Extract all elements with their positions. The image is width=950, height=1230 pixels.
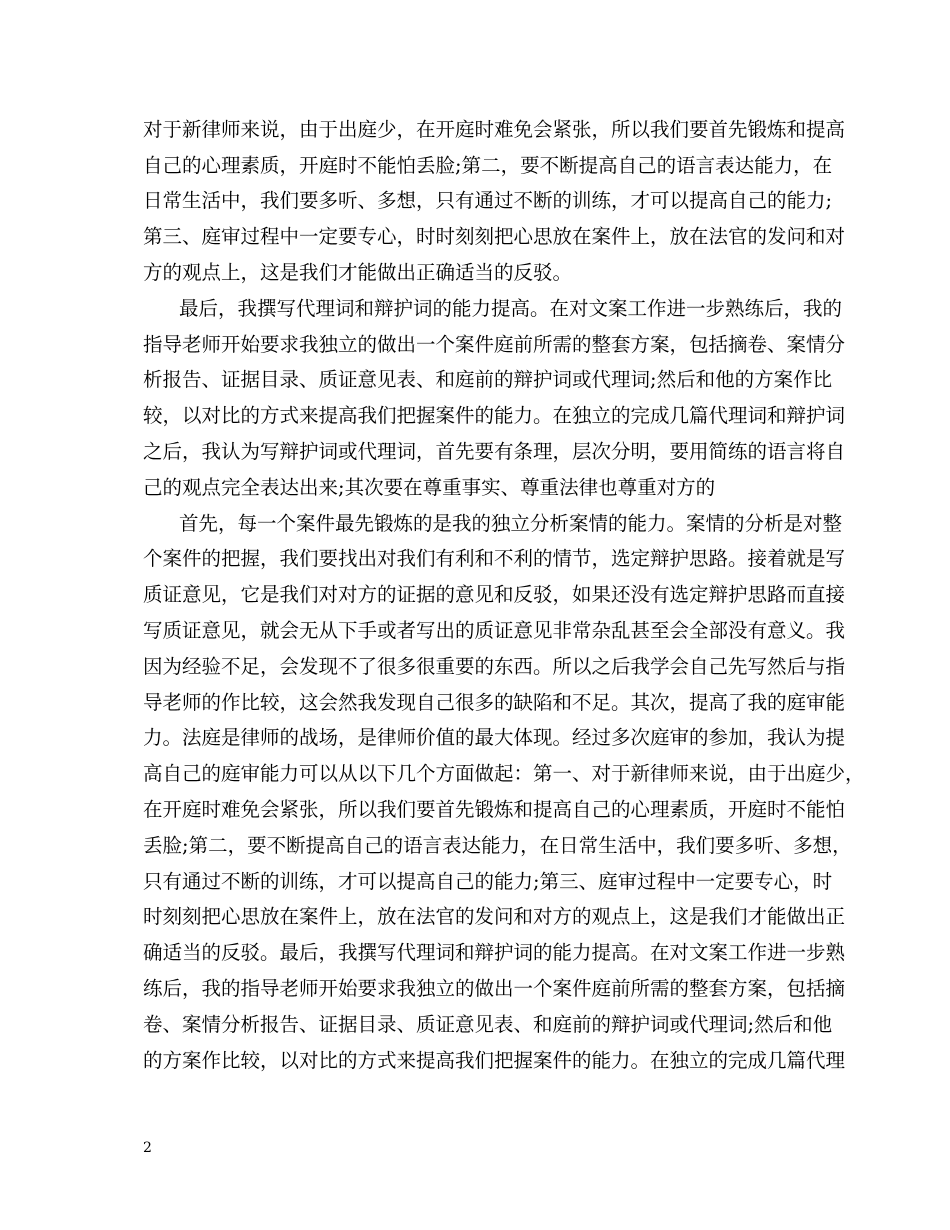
text-line: 力。法庭是律师的战场，是律师价值的最大体现。经过多次庭审的参加，我认为提 [143,726,846,749]
paragraph-first-line: 最后，我撰写代理词和辩护词的能力提高。在对文案工作进一步熟练后，我的 [179,297,843,320]
paragraph-first-line: 首先，每一个案件最先锻炼的是我的独立分析案情的能力。案情的分析是对整 [179,512,843,535]
text-line: 丢脸;第二，要不断提高自己的语言表达能力，在日常生活中，我们要多听、多想， [143,834,852,857]
text-line: 第三、庭审过程中一定要专心，时时刻刻把心思放在案件上，放在法官的发问和对 [143,225,846,248]
text-line: 因为经验不足，会发现不了很多很重要的东西。所以之后我学会自己先写然后与指 [143,655,846,678]
text-line: 之后，我认为写辩护词或代理词，首先要有条理，层次分明，要用简练的语言将自 [143,440,846,463]
text-line: 指导老师开始要求我独立的做出一个案件庭前所需的整套方案，包括摘卷、案情分 [143,333,846,356]
text-line: 对于新律师来说，由于出庭少，在开庭时难免会紧张，所以我们要首先锻炼和提高 [143,118,846,141]
text-line: 方的观点上，这是我们才能做出正确适当的反驳。 [143,261,573,284]
text-line: 较，以对比的方式来提高我们把握案件的能力。在独立的完成几篇代理词和辩护词 [143,404,846,427]
text-line: 写质证意见，就会无从下手或者写出的质证意见非常杂乱甚至会全部没有意义。我 [143,619,846,642]
text-line: 自己的心理素质，开庭时不能怕丢脸;第二，要不断提高自己的语言表达能力，在 [143,154,833,177]
text-line: 卷、案情分析报告、证据目录、质证意见表、和庭前的辩护词或代理词;然后和他 [143,1013,833,1036]
text-line: 日常生活中，我们要多听、多想，只有通过不断的训练，才可以提高自己的能力; [143,189,833,212]
text-line: 高自己的庭审能力可以从以下几个方面做起：第一、对于新律师来说，由于出庭少， [143,762,865,785]
page-number: 2 [143,1140,152,1156]
text-line: 时刻刻把心思放在案件上，放在法官的发问和对方的观点上，这是我们才能做出正 [143,905,846,928]
text-line: 的方案作比较，以对比的方式来提高我们把握案件的能力。在独立的完成几篇代理 [143,1049,846,1072]
text-line: 析报告、证据目录、质证意见表、和庭前的辩护词或代理词;然后和他的方案作比 [143,368,833,391]
text-line: 只有通过不断的训练，才可以提高自己的能力;第三、庭审过程中一定要专心，时 [143,870,833,893]
text-line: 在开庭时难免会紧张，所以我们要首先锻炼和提高自己的心理素质，开庭时不能怕 [143,798,846,821]
text-line: 练后，我的指导老师开始要求我独立的做出一个案件庭前所需的整套方案，包括摘 [143,977,846,1000]
text-line: 导老师的作比较，这会然我发现自己很多的缺陷和不足。其次，提高了我的庭审能 [143,691,846,714]
text-line: 确适当的反驳。最后，我撰写代理词和辩护词的能力提高。在对文案工作进一步熟 [143,941,846,964]
text-line: 个案件的把握，我们要找出对我们有利和不利的情节，选定辩护思路。接着就是写 [143,547,846,570]
text-line: 己的观点完全表达出来;其次要在尊重事实、尊重法律也尊重对方的 [143,476,716,499]
text-line: 质证意见，它是我们对对方的证据的意见和反驳，如果还没有选定辩护思路而直接 [143,583,846,606]
